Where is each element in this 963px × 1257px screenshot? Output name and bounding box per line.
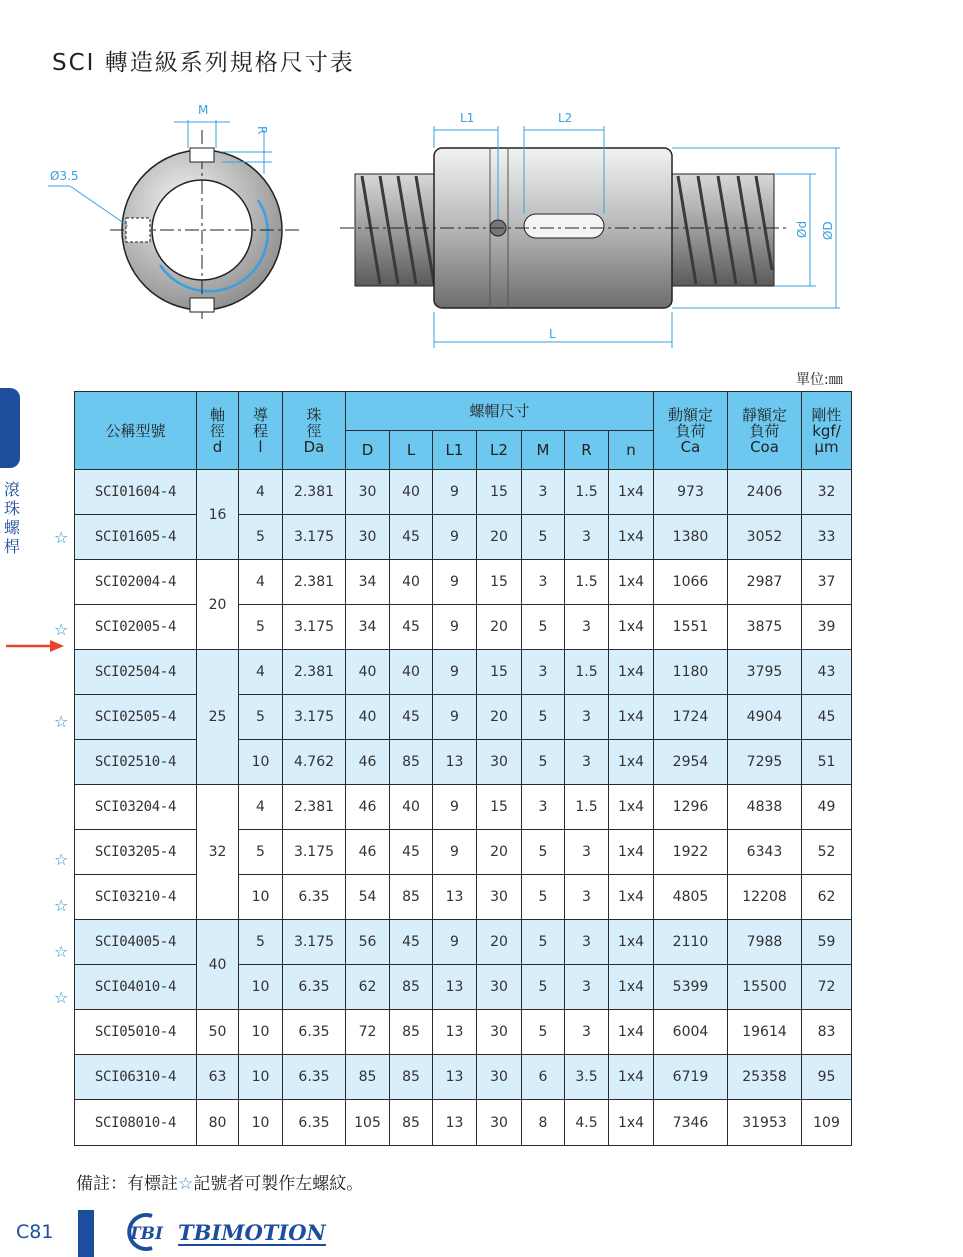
- cell-da: 3.175: [283, 920, 346, 965]
- cell-coa: 3052: [728, 515, 802, 560]
- cell-n: 1x4: [609, 650, 654, 695]
- cell-l2: 30: [477, 965, 522, 1010]
- cell-l2: 15: [477, 785, 522, 830]
- cell-l1: 9: [433, 605, 477, 650]
- shaft-diameter-cell: 63: [197, 1055, 239, 1100]
- cell-ca: 7346: [654, 1100, 728, 1146]
- header-lead: 導 程 l: [239, 392, 283, 470]
- footnote: 備註：有標註☆記號者可製作左螺紋。: [76, 1174, 364, 1194]
- cell-l1: 13: [433, 1100, 477, 1146]
- left-thread-star-icon: ☆: [54, 942, 69, 961]
- cell-da: 3.175: [283, 605, 346, 650]
- cell-l: 40: [390, 560, 433, 605]
- cell-lead: 10: [239, 740, 283, 785]
- cell-lead: 5: [239, 830, 283, 875]
- cell-n: 1x4: [609, 965, 654, 1010]
- red-pointer-arrow: [6, 638, 66, 654]
- cell-k: 32: [802, 470, 852, 515]
- cell-m: 5: [522, 605, 565, 650]
- cell-coa: 6343: [728, 830, 802, 875]
- cell-r: 1.5: [565, 650, 609, 695]
- nut-side-view: [340, 111, 840, 348]
- cell-m: 3: [522, 650, 565, 695]
- cell-n: 1x4: [609, 830, 654, 875]
- header-model: 公稱型號: [75, 392, 197, 470]
- table-row: [75, 785, 852, 830]
- cell-d: 34: [346, 560, 390, 605]
- cell-l2: 15: [477, 470, 522, 515]
- cell-l: 85: [390, 1100, 433, 1146]
- cell-ca: 1380: [654, 515, 728, 560]
- cell-l: 40: [390, 785, 433, 830]
- header-static-load: 靜額定 負荷 Coa: [728, 392, 802, 470]
- cell-l1: 13: [433, 965, 477, 1010]
- cell-l1: 9: [433, 920, 477, 965]
- cell-l: 45: [390, 830, 433, 875]
- cell-k: 72: [802, 965, 852, 1010]
- cell-k: 43: [802, 650, 852, 695]
- label-r: R: [255, 126, 269, 135]
- left-thread-star-icon: ☆: [54, 988, 69, 1007]
- model-cell: SCI08010-4: [75, 1100, 197, 1146]
- header-col-M: M: [522, 431, 565, 470]
- cell-lead: 5: [239, 920, 283, 965]
- cell-l2: 30: [477, 740, 522, 785]
- cell-r: 3: [565, 740, 609, 785]
- cell-l2: 20: [477, 920, 522, 965]
- cell-coa: 15500: [728, 965, 802, 1010]
- header-nut-dims: 螺帽尺寸: [346, 392, 654, 431]
- cell-da: 6.35: [283, 1055, 346, 1100]
- cell-n: 1x4: [609, 1010, 654, 1055]
- cell-l: 40: [390, 470, 433, 515]
- label-big-d: ØD: [821, 221, 835, 240]
- cell-lead: 5: [239, 515, 283, 560]
- tbimotion-logo: [118, 1212, 333, 1252]
- left-thread-star-icon: ☆: [54, 850, 69, 869]
- model-cell: SCI02505-4: [75, 695, 197, 740]
- cell-l2: 15: [477, 650, 522, 695]
- cell-ca: 1551: [654, 605, 728, 650]
- cell-da: 3.175: [283, 515, 346, 560]
- cell-ca: 6004: [654, 1010, 728, 1055]
- table-row: [75, 650, 852, 695]
- cell-l1: 9: [433, 695, 477, 740]
- cell-n: 1x4: [609, 605, 654, 650]
- cell-l2: 20: [477, 515, 522, 560]
- footnote-star-icon: ☆: [178, 1174, 194, 1194]
- cell-m: 3: [522, 470, 565, 515]
- cell-d: 46: [346, 830, 390, 875]
- cell-coa: 12208: [728, 875, 802, 920]
- cell-l1: 9: [433, 830, 477, 875]
- shaft-diameter-cell: 80: [197, 1100, 239, 1146]
- cell-coa: 4904: [728, 695, 802, 740]
- cell-ca: 973: [654, 470, 728, 515]
- cell-r: 1.5: [565, 785, 609, 830]
- table-row: [75, 605, 852, 650]
- cell-m: 5: [522, 695, 565, 740]
- cell-m: 5: [522, 875, 565, 920]
- cell-k: 52: [802, 830, 852, 875]
- header-col-D: D: [346, 431, 390, 470]
- cell-k: 95: [802, 1055, 852, 1100]
- cell-ca: 5399: [654, 965, 728, 1010]
- cell-m: 5: [522, 1010, 565, 1055]
- model-cell: SCI02510-4: [75, 740, 197, 785]
- cell-m: 5: [522, 965, 565, 1010]
- cell-l: 85: [390, 1055, 433, 1100]
- cell-l: 85: [390, 965, 433, 1010]
- cell-l2: 30: [477, 1055, 522, 1100]
- cell-l: 40: [390, 650, 433, 695]
- spec-table: [74, 391, 852, 1146]
- table-row: [75, 830, 852, 875]
- label-l: L: [549, 327, 556, 341]
- left-thread-star-icon: ☆: [54, 528, 69, 547]
- cell-k: 109: [802, 1100, 852, 1146]
- header-rigidity: 剛性 kgf/ μm: [802, 392, 852, 470]
- cell-l1: 9: [433, 560, 477, 605]
- cell-n: 1x4: [609, 560, 654, 605]
- table-row: [75, 740, 852, 785]
- footer-bar: [78, 1210, 94, 1257]
- cell-l1: 13: [433, 1055, 477, 1100]
- cell-lead: 4: [239, 560, 283, 605]
- cell-da: 2.381: [283, 470, 346, 515]
- cell-k: 45: [802, 695, 852, 740]
- cell-coa: 25358: [728, 1055, 802, 1100]
- cell-ca: 1296: [654, 785, 728, 830]
- cell-l2: 30: [477, 1010, 522, 1055]
- model-cell: SCI05010-4: [75, 1010, 197, 1055]
- cell-ca: 6719: [654, 1055, 728, 1100]
- cell-l: 45: [390, 695, 433, 740]
- cell-m: 6: [522, 1055, 565, 1100]
- cell-d: 46: [346, 785, 390, 830]
- cell-da: 2.381: [283, 650, 346, 695]
- table-row: [75, 695, 852, 740]
- cell-da: 6.35: [283, 875, 346, 920]
- model-cell: SCI04005-4: [75, 920, 197, 965]
- cell-d: 34: [346, 605, 390, 650]
- cell-da: 6.35: [283, 1010, 346, 1055]
- cell-r: 3: [565, 965, 609, 1010]
- cell-d: 30: [346, 470, 390, 515]
- shaft-diameter-cell: 16: [197, 470, 239, 560]
- shaft-diameter-cell: 50: [197, 1010, 239, 1055]
- cell-k: 51: [802, 740, 852, 785]
- cell-l: 45: [390, 605, 433, 650]
- cell-l1: 9: [433, 515, 477, 560]
- table-row: [75, 515, 852, 560]
- header-col-L2: L2: [477, 431, 522, 470]
- cell-d: 40: [346, 695, 390, 740]
- cell-k: 62: [802, 875, 852, 920]
- cell-lead: 4: [239, 785, 283, 830]
- cell-l2: 30: [477, 1100, 522, 1146]
- cell-m: 3: [522, 560, 565, 605]
- cell-ca: 1066: [654, 560, 728, 605]
- shaft-diameter-cell: 40: [197, 920, 239, 1010]
- page-number: C81: [16, 1221, 54, 1243]
- label-small-d: Ød: [795, 220, 809, 238]
- cell-coa: 3875: [728, 605, 802, 650]
- cell-n: 1x4: [609, 740, 654, 785]
- cell-d: 54: [346, 875, 390, 920]
- cell-n: 1x4: [609, 515, 654, 560]
- table-row: [75, 1100, 852, 1146]
- header-shaft: 軸 徑 d: [197, 392, 239, 470]
- cell-k: 59: [802, 920, 852, 965]
- cell-l: 85: [390, 1010, 433, 1055]
- cell-l: 45: [390, 515, 433, 560]
- cell-l1: 13: [433, 740, 477, 785]
- cell-d: 56: [346, 920, 390, 965]
- cell-k: 39: [802, 605, 852, 650]
- cell-n: 1x4: [609, 920, 654, 965]
- cell-k: 49: [802, 785, 852, 830]
- label-l1: L1: [460, 111, 475, 125]
- cell-coa: 31953: [728, 1100, 802, 1146]
- cell-n: 1x4: [609, 1055, 654, 1100]
- cell-r: 3: [565, 515, 609, 560]
- table-row: [75, 875, 852, 920]
- cell-n: 1x4: [609, 695, 654, 740]
- model-cell: SCI03204-4: [75, 785, 197, 830]
- cell-m: 5: [522, 830, 565, 875]
- cell-r: 3: [565, 920, 609, 965]
- cell-ca: 4805: [654, 875, 728, 920]
- cell-k: 37: [802, 560, 852, 605]
- cell-l: 45: [390, 920, 433, 965]
- cell-lead: 10: [239, 875, 283, 920]
- cell-da: 4.762: [283, 740, 346, 785]
- cell-da: 6.35: [283, 965, 346, 1010]
- model-cell: SCI04010-4: [75, 965, 197, 1010]
- cell-m: 5: [522, 920, 565, 965]
- svg-text:TBIMOTION: TBIMOTION: [178, 1220, 326, 1245]
- cell-ca: 1922: [654, 830, 728, 875]
- table-row: [75, 470, 852, 515]
- cell-ca: 2954: [654, 740, 728, 785]
- left-thread-star-icon: ☆: [54, 712, 69, 731]
- cell-lead: 10: [239, 1055, 283, 1100]
- cell-m: 5: [522, 515, 565, 560]
- cell-d: 62: [346, 965, 390, 1010]
- cell-l: 85: [390, 875, 433, 920]
- shaft-diameter-cell: 20: [197, 560, 239, 650]
- section-side-tab: [0, 388, 20, 468]
- header-dynamic-load: 動額定 負荷 Ca: [654, 392, 728, 470]
- cell-r: 3: [565, 830, 609, 875]
- cell-lead: 10: [239, 965, 283, 1010]
- header-col-R: R: [565, 431, 609, 470]
- cell-coa: 4838: [728, 785, 802, 830]
- cell-r: 3: [565, 1010, 609, 1055]
- cell-d: 105: [346, 1100, 390, 1146]
- cell-da: 6.35: [283, 1100, 346, 1146]
- model-cell: SCI02504-4: [75, 650, 197, 695]
- cell-l1: 9: [433, 650, 477, 695]
- cell-coa: 2406: [728, 470, 802, 515]
- page-title: SCI 轉造級系列規格尺寸表: [52, 50, 355, 76]
- cell-m: 5: [522, 740, 565, 785]
- header-ball: 珠 徑 Da: [283, 392, 346, 470]
- cell-d: 72: [346, 1010, 390, 1055]
- cell-l: 85: [390, 740, 433, 785]
- cell-l1: 9: [433, 785, 477, 830]
- cell-l2: 20: [477, 830, 522, 875]
- cell-coa: 3795: [728, 650, 802, 695]
- cell-k: 83: [802, 1010, 852, 1055]
- model-cell: SCI03210-4: [75, 875, 197, 920]
- cell-r: 1.5: [565, 560, 609, 605]
- header-col-L: L: [390, 431, 433, 470]
- cell-n: 1x4: [609, 875, 654, 920]
- cell-da: 2.381: [283, 785, 346, 830]
- cell-ca: 1180: [654, 650, 728, 695]
- label-m: M: [198, 103, 209, 117]
- nut-end-view: [48, 103, 300, 320]
- section-side-label: 滾珠螺桿: [3, 480, 20, 556]
- cell-lead: 10: [239, 1010, 283, 1055]
- cell-l1: 13: [433, 1010, 477, 1055]
- cell-d: 30: [346, 515, 390, 560]
- cell-ca: 1724: [654, 695, 728, 740]
- cell-coa: 19614: [728, 1010, 802, 1055]
- cell-lead: 4: [239, 650, 283, 695]
- cell-k: 33: [802, 515, 852, 560]
- cell-n: 1x4: [609, 470, 654, 515]
- unit-note: 單位:㎜: [796, 372, 843, 388]
- cell-l2: 30: [477, 875, 522, 920]
- cell-lead: 5: [239, 695, 283, 740]
- table-row: [75, 560, 852, 605]
- cell-r: 1.5: [565, 470, 609, 515]
- cell-coa: 2987: [728, 560, 802, 605]
- cell-r: 4.5: [565, 1100, 609, 1146]
- cell-n: 1x4: [609, 785, 654, 830]
- label-l2: L2: [558, 111, 573, 125]
- shaft-diameter-cell: 25: [197, 650, 239, 785]
- cell-lead: 4: [239, 470, 283, 515]
- cell-lead: 10: [239, 1100, 283, 1146]
- cell-l2: 20: [477, 605, 522, 650]
- model-cell: SCI03205-4: [75, 830, 197, 875]
- model-cell: SCI01604-4: [75, 470, 197, 515]
- table-row: [75, 965, 852, 1010]
- model-cell: SCI02004-4: [75, 560, 197, 605]
- header-col-L1: L1: [433, 431, 477, 470]
- cell-d: 46: [346, 740, 390, 785]
- cell-r: 3: [565, 605, 609, 650]
- left-thread-star-icon: ☆: [54, 896, 69, 915]
- cell-l2: 20: [477, 695, 522, 740]
- cell-l2: 15: [477, 560, 522, 605]
- table-row: [75, 920, 852, 965]
- cell-ca: 2110: [654, 920, 728, 965]
- cell-l1: 13: [433, 875, 477, 920]
- cell-coa: 7295: [728, 740, 802, 785]
- table-row: [75, 1010, 852, 1055]
- label-hole: Ø3.5: [50, 169, 79, 183]
- cell-lead: 5: [239, 605, 283, 650]
- cell-d: 85: [346, 1055, 390, 1100]
- table-row: [75, 1055, 852, 1100]
- cell-m: 3: [522, 785, 565, 830]
- cell-da: 2.381: [283, 560, 346, 605]
- cell-n: 1x4: [609, 1100, 654, 1146]
- header-col-n: n: [609, 431, 654, 470]
- cell-coa: 7988: [728, 920, 802, 965]
- cell-da: 3.175: [283, 830, 346, 875]
- svg-text:TBI: TBI: [128, 1224, 163, 1244]
- model-cell: SCI02005-4: [75, 605, 197, 650]
- model-cell: SCI06310-4: [75, 1055, 197, 1100]
- cell-da: 3.175: [283, 695, 346, 740]
- left-thread-star-icon: ☆: [54, 620, 69, 639]
- cell-l1: 9: [433, 470, 477, 515]
- shaft-diameter-cell: 32: [197, 785, 239, 920]
- ball-screw-diagram: [0, 90, 963, 360]
- cell-d: 40: [346, 650, 390, 695]
- model-cell: SCI01605-4: [75, 515, 197, 560]
- cell-r: 3: [565, 695, 609, 740]
- cell-r: 3.5: [565, 1055, 609, 1100]
- cell-r: 3: [565, 875, 609, 920]
- cell-m: 8: [522, 1100, 565, 1146]
